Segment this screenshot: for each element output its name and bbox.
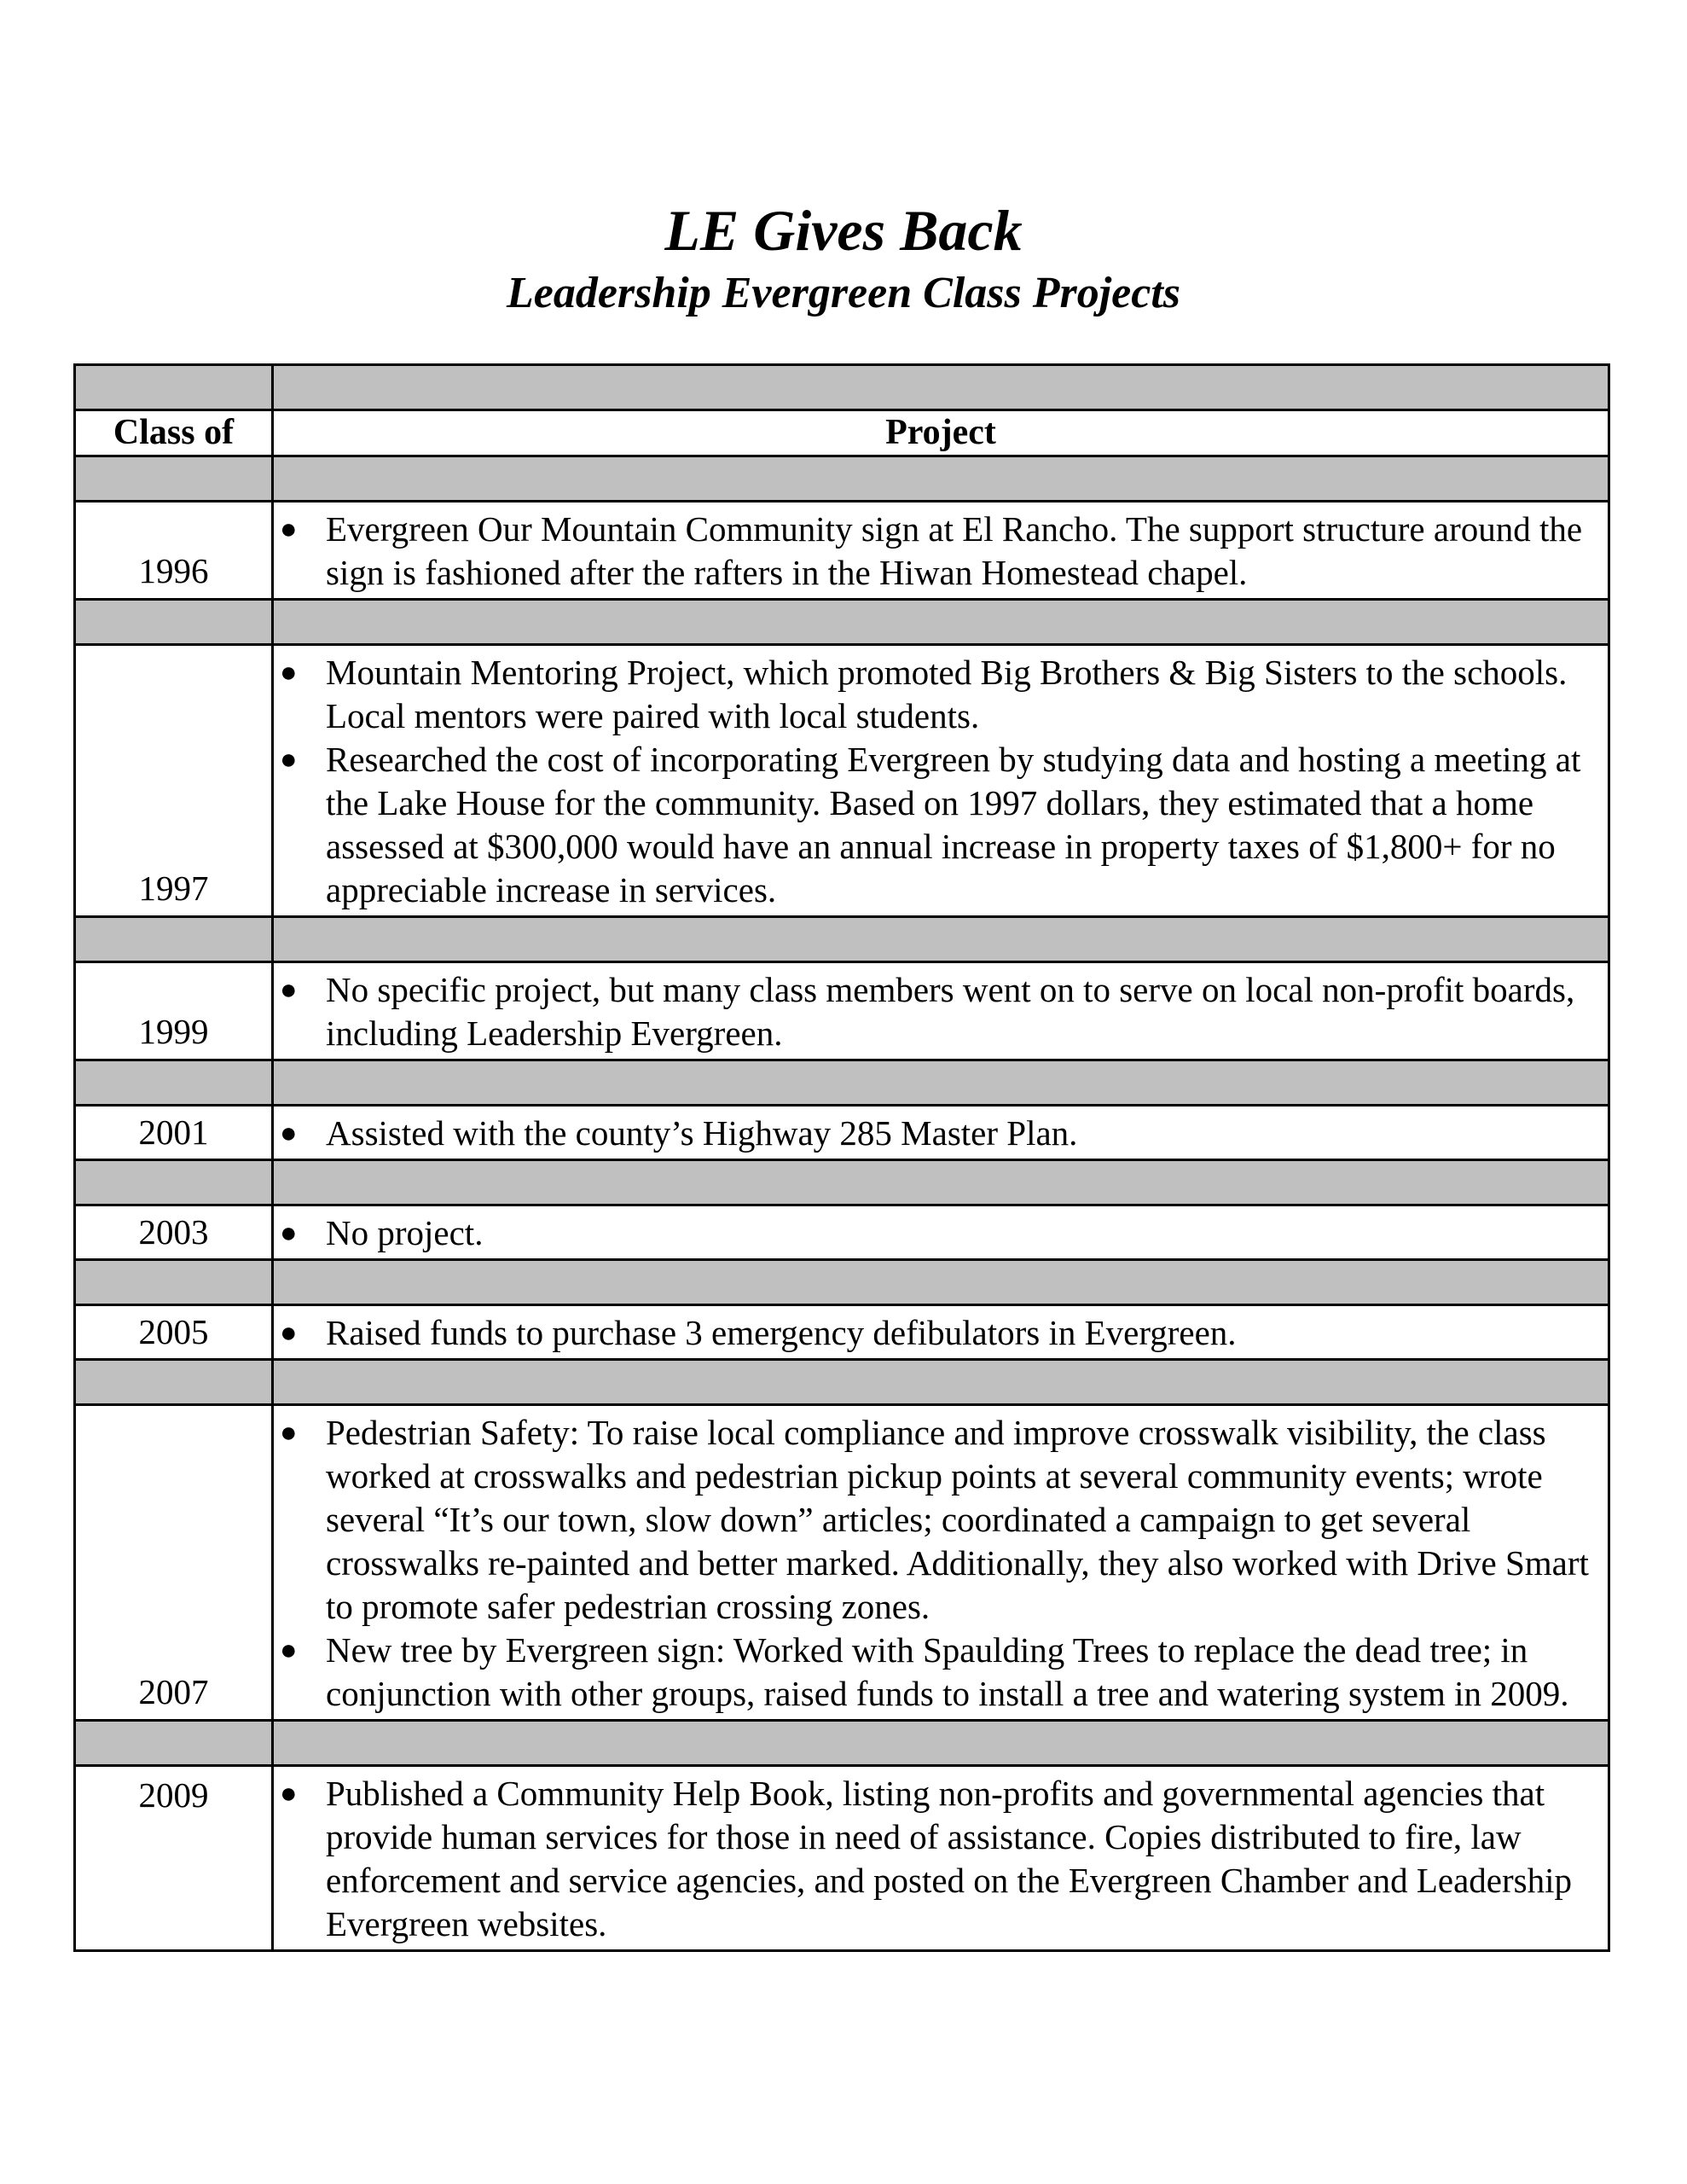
separator-row bbox=[75, 1721, 1609, 1766]
list-item bbox=[274, 1311, 1599, 1355]
header-project: Project bbox=[273, 410, 1609, 456]
separator-row bbox=[75, 365, 1609, 410]
project-text: Researched the cost of incorporating Evergreen by studying data and hosting a meeting at the Lake House for the community. Based on 1997 dollars, they estimated that a home assessed at $300,000 would have an annual increase in property taxes of $1,800+ for no appreciable increase in services. bbox=[326, 740, 1581, 909]
project-text: Published a Community Help Book, listing non-profits and governmental agencies that provide human services for those in need of assistance. Copies distributed to fire, law enforcement and service agencies, and posted on the Evergreen Chamber and Leadership Evergreen websites. bbox=[326, 1774, 1572, 1943]
project-cell bbox=[273, 502, 1609, 600]
project-cell bbox=[273, 1106, 1609, 1160]
project-list bbox=[274, 508, 1599, 595]
page-title: LE Gives Back bbox=[664, 198, 1023, 263]
separator-row bbox=[75, 1360, 1609, 1405]
list-item bbox=[274, 968, 1599, 1055]
project-text: New tree by Evergreen sign: Worked with Spaulding Trees to replace the dead tree; in conjunction with other groups, raised funds to install a tree and watering system in 2009. bbox=[326, 1630, 1569, 1713]
bullet-icon: ● bbox=[280, 1118, 298, 1149]
project-text: Assisted with the county’s Highway 285 Master Plan. bbox=[326, 1113, 1078, 1153]
header-class-of: Class of bbox=[75, 410, 273, 456]
project-list bbox=[274, 968, 1599, 1055]
project-list bbox=[274, 1211, 1599, 1255]
class-year: 1999 bbox=[75, 962, 273, 1060]
separator-row bbox=[75, 600, 1609, 645]
separator-row bbox=[75, 1260, 1609, 1305]
separator-row bbox=[75, 917, 1609, 962]
project-cell bbox=[273, 1205, 1609, 1260]
project-list bbox=[274, 1112, 1599, 1155]
bullet-icon: ● bbox=[280, 1317, 298, 1349]
bullet-icon: ● bbox=[280, 514, 298, 545]
table-row bbox=[75, 645, 1609, 917]
class-year: 2001 bbox=[75, 1106, 273, 1160]
class-year: 1997 bbox=[75, 645, 273, 917]
bullet-icon: ● bbox=[280, 1778, 298, 1809]
separator-row bbox=[75, 1060, 1609, 1106]
bullet-icon: ● bbox=[280, 1635, 298, 1666]
project-text: Evergreen Our Mountain Community sign at El Rancho. The support structure around the sign is fashioned after the rafters in the Hiwan Homestead chapel. bbox=[326, 509, 1583, 592]
list-item bbox=[274, 1411, 1599, 1629]
project-cell bbox=[273, 645, 1609, 917]
class-year: 2007 bbox=[75, 1405, 273, 1721]
list-item bbox=[274, 508, 1599, 595]
class-year: 2003 bbox=[75, 1205, 273, 1260]
project-text: Pedestrian Safety: To raise local compliance and improve crosswalk visibility, the class worked at crosswalks and pedestrian pickup points at several community events; wrote several “It’s our town, slow down” articles; coordinated a campaign to get several crosswalks re-painted and better marked. Additionally, they also worked with Drive Smart to promote safer pedestrian crossing zones. bbox=[326, 1413, 1589, 1626]
table-row bbox=[75, 962, 1609, 1060]
bullet-icon: ● bbox=[280, 974, 298, 1006]
separator-row bbox=[75, 1160, 1609, 1205]
list-item bbox=[274, 738, 1599, 912]
table-row bbox=[75, 1305, 1609, 1360]
bullet-icon: ● bbox=[280, 744, 298, 775]
page-subtitle: Leadership Evergreen Class Projects bbox=[506, 269, 1181, 317]
project-cell bbox=[273, 1405, 1609, 1721]
table-row bbox=[75, 1205, 1609, 1260]
project-cell bbox=[273, 1305, 1609, 1360]
project-cell bbox=[273, 962, 1609, 1060]
projects-table bbox=[73, 363, 1610, 1952]
project-cell bbox=[273, 1766, 1609, 1951]
list-item bbox=[274, 651, 1599, 738]
table-row bbox=[75, 1405, 1609, 1721]
project-list bbox=[274, 651, 1599, 912]
table-row bbox=[75, 502, 1609, 600]
list-item bbox=[274, 1112, 1599, 1155]
list-item bbox=[274, 1211, 1599, 1255]
separator-row bbox=[75, 456, 1609, 502]
list-item bbox=[274, 1629, 1599, 1716]
class-year: 2005 bbox=[75, 1305, 273, 1360]
project-list bbox=[274, 1772, 1599, 1946]
class-year: 2009 bbox=[75, 1766, 273, 1951]
bullet-icon: ● bbox=[280, 1217, 298, 1249]
bullet-icon: ● bbox=[280, 1417, 298, 1449]
bullet-icon: ● bbox=[280, 657, 298, 688]
list-item bbox=[274, 1772, 1599, 1946]
project-text: Mountain Mentoring Project, which promoted Big Brothers & Big Sisters to the schools. Local mentors were paired with local students. bbox=[326, 653, 1568, 735]
class-year: 1996 bbox=[75, 502, 273, 600]
project-text: No specific project, but many class members went on to serve on local non-profit boards, including Leadership Evergreen. bbox=[326, 970, 1575, 1053]
project-list bbox=[274, 1411, 1599, 1716]
project-text: No project. bbox=[326, 1213, 484, 1252]
header-row bbox=[75, 410, 1609, 456]
project-list bbox=[274, 1311, 1599, 1355]
table-row bbox=[75, 1766, 1609, 1951]
project-text: Raised funds to purchase 3 emergency defibulators in Evergreen. bbox=[326, 1313, 1237, 1352]
table-row bbox=[75, 1106, 1609, 1160]
